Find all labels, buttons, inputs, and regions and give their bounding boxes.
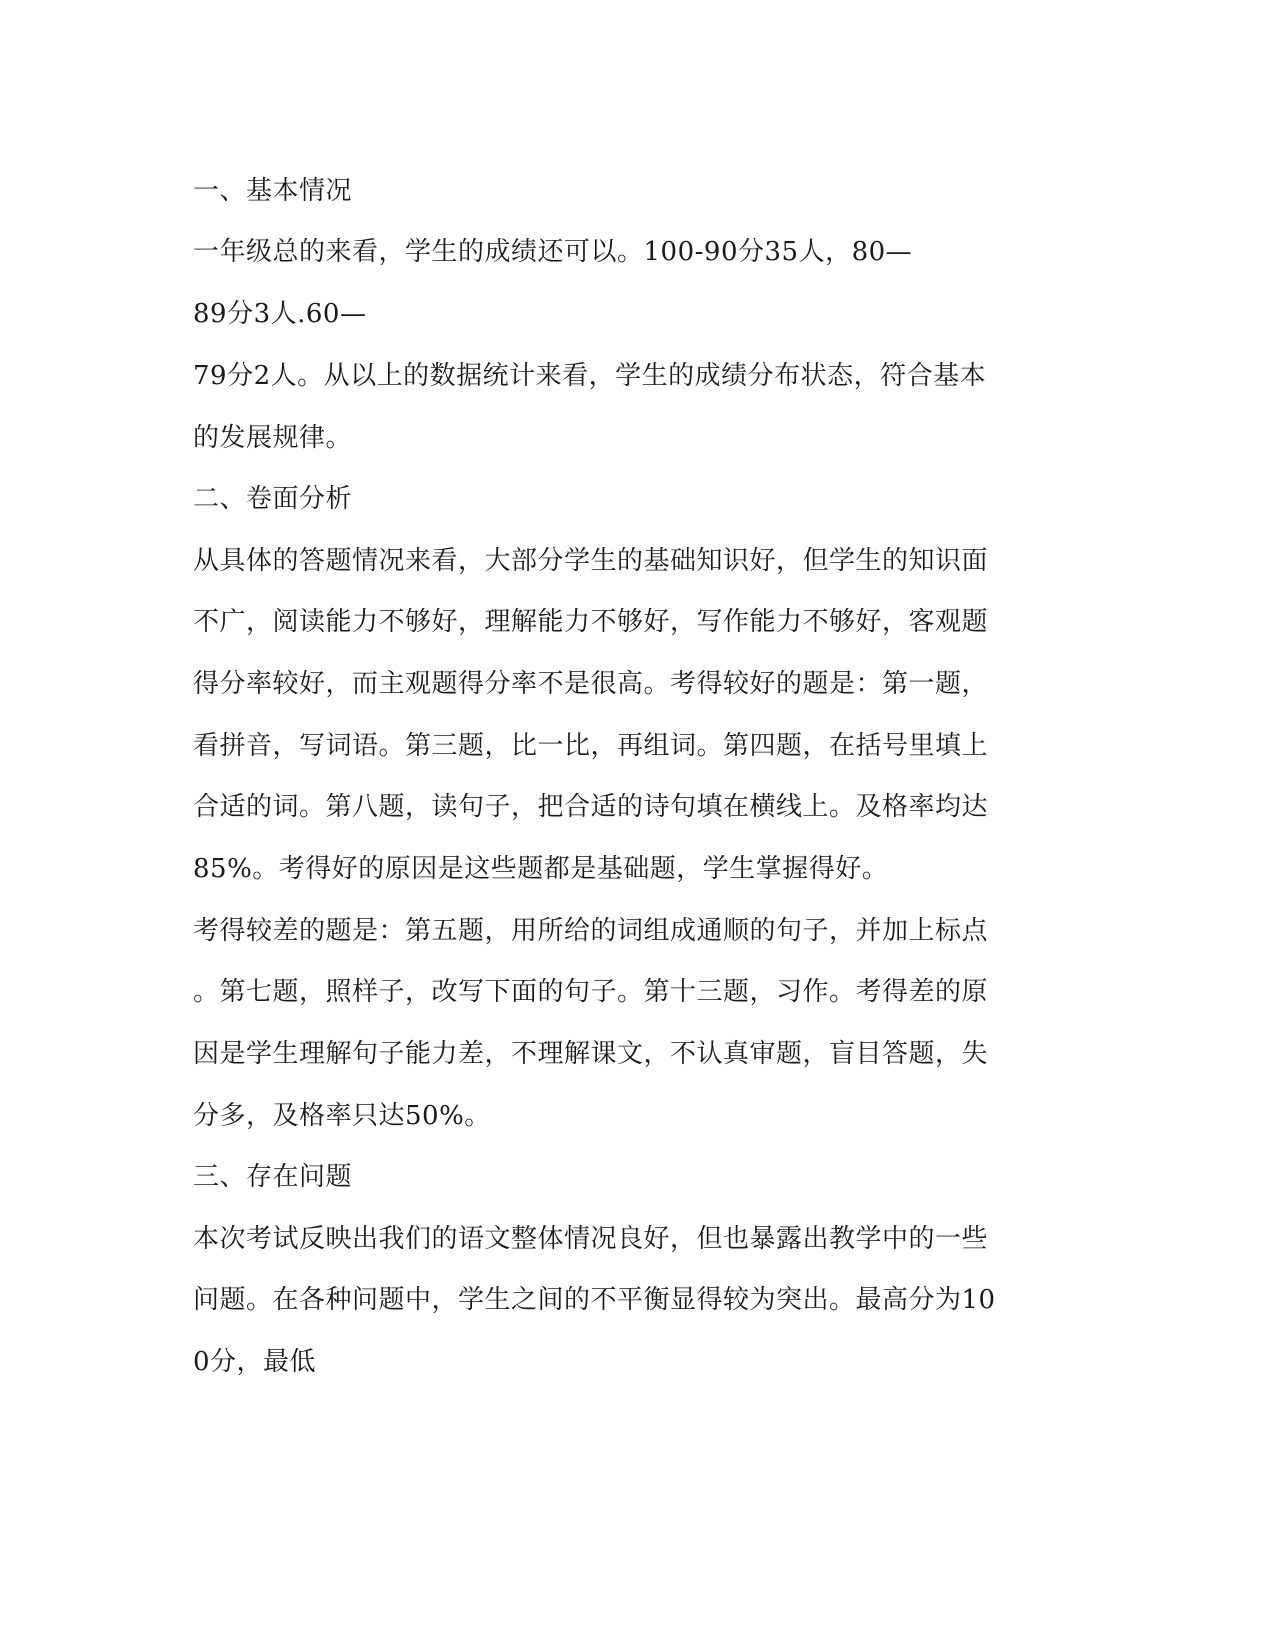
paragraph-line: 85%。考得好的原因是这些题都是基础题，学生掌握得好。: [193, 854, 889, 884]
paragraph-line: 得分率较好，而主观题得分率不是很高。考得较好的题是：第一题，: [193, 669, 989, 699]
paragraph-line: 0分，最低: [193, 1347, 317, 1377]
paragraph-line: 考得较差的题是：第五题，用所给的词组成通顺的句子，并加上标点: [193, 916, 989, 946]
section-heading-analysis: 二、卷面分析: [193, 484, 353, 514]
paragraph-line: 。第七题，照样子，改写下面的句子。第十三题，习作。考得差的原: [193, 977, 989, 1007]
paragraph-line: 从具体的答题情况来看，大部分学生的基础知识好，但学生的知识面: [193, 546, 989, 576]
paragraph-line: 合适的词。第八题，读句子，把合适的诗句填在横线上。及格率均达: [193, 792, 989, 822]
section-heading-problems: 三、存在问题: [193, 1162, 353, 1192]
paragraph-line: 因是学生理解句子能力差，不理解课文，不认真审题，盲目答题，失: [193, 1039, 989, 1069]
paragraph-line: 看拼音，写词语。第三题，比一比，再组词。第四题，在括号里填上: [193, 731, 989, 761]
paragraph-line: 分多，及格率只达50%。: [193, 1101, 491, 1131]
paragraph-line: 问题。在各种问题中，学生之间的不平衡显得较为突出。最高分为10: [193, 1285, 996, 1315]
paragraph-line: 的发展规律。: [193, 423, 353, 453]
paragraph-line: 本次考试反映出我们的语文整体情况良好，但也暴露出教学中的一些: [193, 1224, 989, 1254]
paragraph-line: 79分2人。从以上的数据统计来看，学生的成绩分布状态，符合基本: [193, 361, 987, 391]
section-heading-basic: 一、基本情况: [193, 176, 353, 206]
paragraph-line: 不广，阅读能力不够好，理解能力不够好，写作能力不够好，客观题: [193, 607, 989, 637]
paragraph-line: 89分3人.60—: [193, 299, 367, 329]
paragraph-line: 一年级总的来看，学生的成绩还可以。100-90分35人，80—: [193, 237, 913, 267]
